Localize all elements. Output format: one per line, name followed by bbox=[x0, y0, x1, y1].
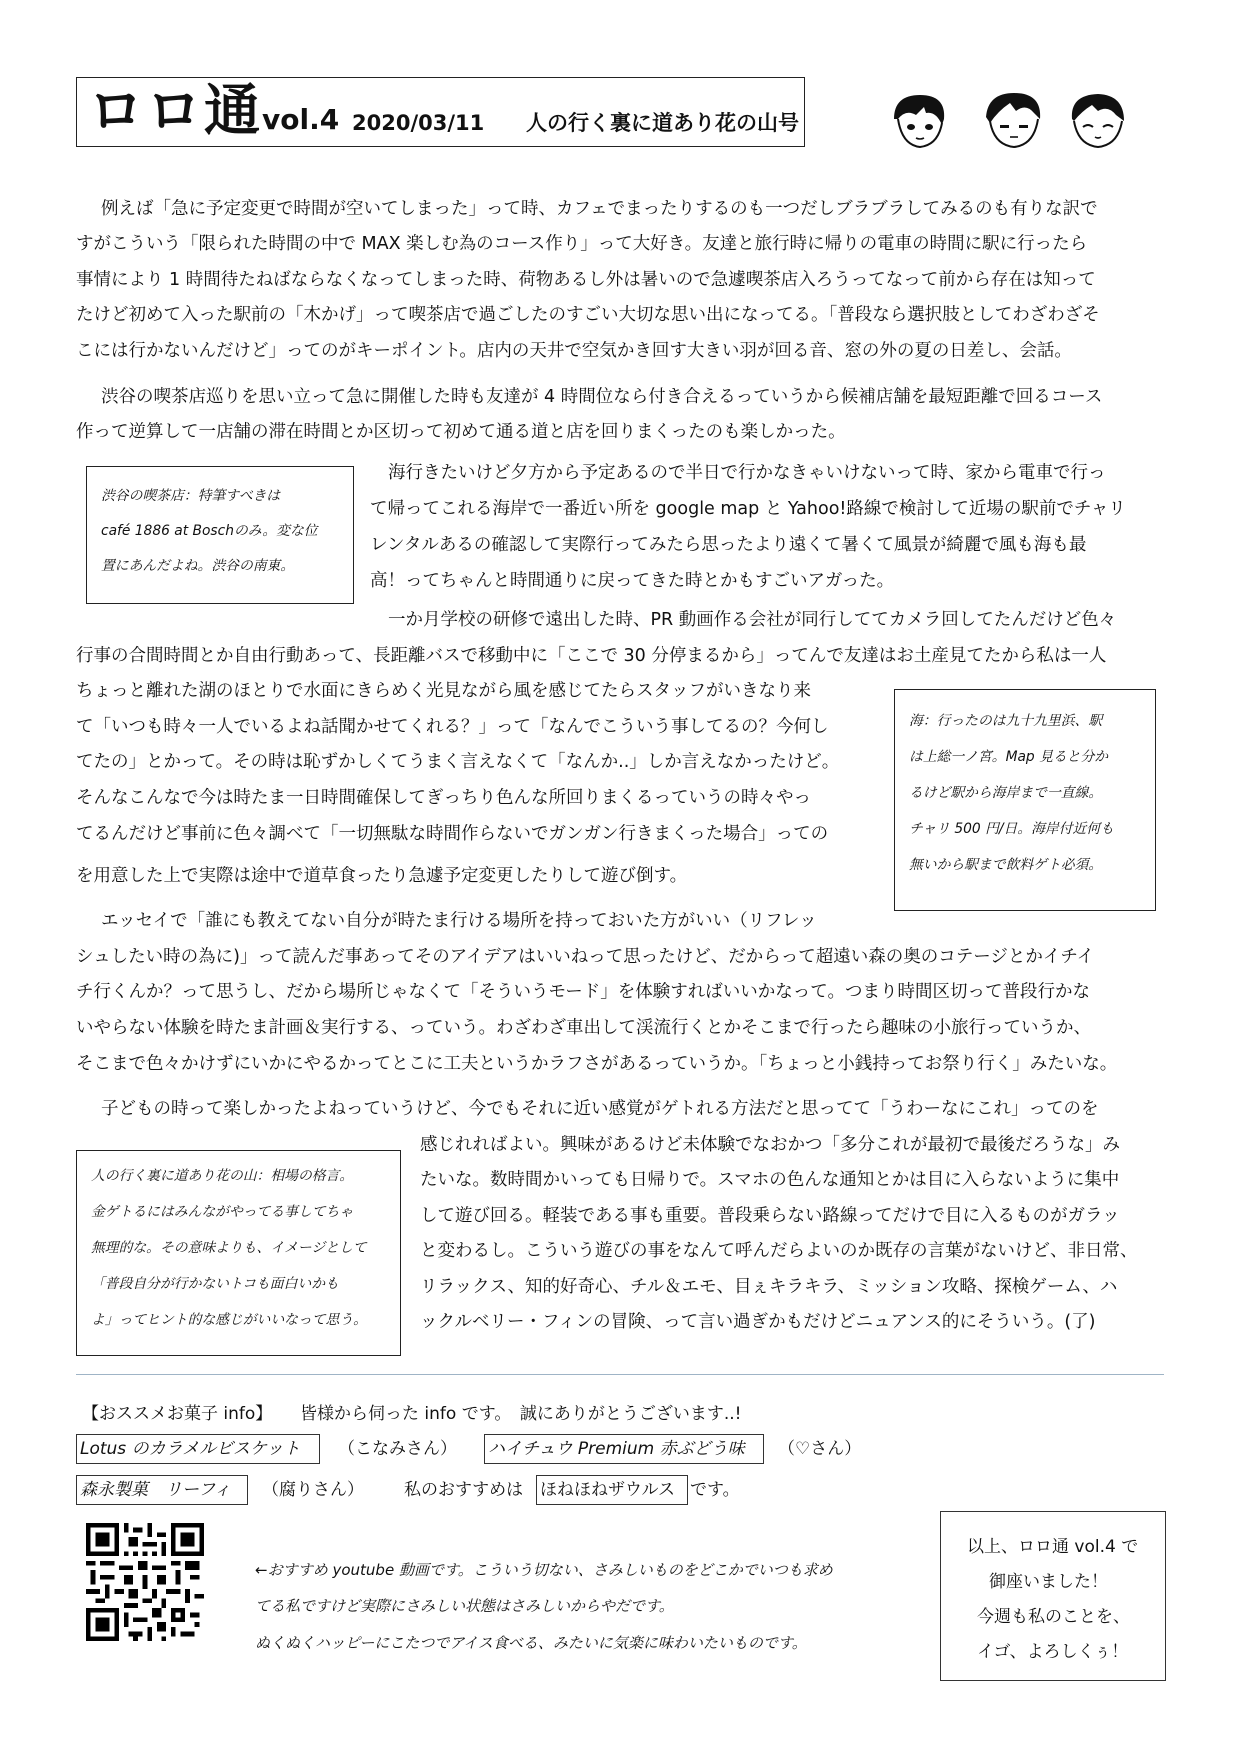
body-line: すがこういう「限られた時間の中で MAX 楽しむ為のコース作り」って大好き。友達と旅行時に帰りの電車の時間に駅に行ったら bbox=[76, 234, 1088, 254]
body-line: 渋谷の喫茶店巡りを思い立って急に開催した時も友達が 4 時間位なら付き合えるっていうから候補店舗を最短距離で回るコース bbox=[101, 387, 1103, 407]
note-line: 無理的な。その意味よりも、イメージとして bbox=[91, 1240, 367, 1256]
note-line: 「普段自分が行かないトコも面白いかも bbox=[91, 1276, 339, 1292]
section-divider bbox=[76, 1374, 1164, 1375]
my-pick-prefix: 私のおすすめは bbox=[404, 1480, 524, 1500]
body-line: てるんだけど事前に色々調べて「一切無駄な時間作らないでガンガン行きまくった場合」っての bbox=[76, 824, 829, 844]
body-line: 海行きたいけど夕方から予定あるので半日で行かなきゃいけないって時、家から電車で行っ bbox=[388, 463, 1106, 483]
sweets-thanks: 皆様から伺った info です。 誠にありがとうございます..! bbox=[300, 1404, 742, 1424]
note-proverb bbox=[76, 1150, 401, 1356]
body-line: して遊び回る。軽装である事も重要。普段乗らない路線ってだけで目に入るものがガラッ bbox=[420, 1206, 1120, 1226]
sweet-item-hichew: ハイチュウ Premium 赤ぶどう味 bbox=[484, 1434, 764, 1464]
sweet-recommender: （こなみさん） bbox=[338, 1439, 457, 1459]
body-line: 感じれればよい。興味があるけど未体験でなおかつ「多分これが最初で最後だろうな」み bbox=[420, 1135, 1120, 1155]
body-line: 子どもの時って楽しかったよねっていうけど、今でもそれに近い感覚がゲトれる方法だと思ってて「うわーなにこれ」ってのを bbox=[101, 1099, 1099, 1119]
body-line: を用意した上で実際は途中で道草食ったり急遽予定変更したりして遊び倒す。 bbox=[76, 866, 688, 886]
sweets-heading: 【おススメお菓子 info】 bbox=[82, 1404, 273, 1424]
body-line: リラックス、知的好奇心、チル＆エモ、目ぇキラキラ、ミッション攻略、探検ゲーム、ハ bbox=[420, 1277, 1118, 1297]
note-line: 人の行く裏に道あり花の山：相場の格言。 bbox=[91, 1168, 354, 1184]
note-line: café 1886 at Boschのみ。変な位 bbox=[101, 523, 318, 539]
sweet-item-honehone: ほねほねザウルス bbox=[536, 1475, 688, 1505]
body-line: ちょっと離れた湖のほとりで水面にきらめく光見ながら風を感じてたらスタッフがいきなり来 bbox=[76, 681, 811, 701]
note-line: よ」ってヒント的な感じがいいなって思う。 bbox=[91, 1312, 367, 1328]
body-line: 高！ってちゃんと時間通りに戻ってきた時とかもすごいアガった。 bbox=[370, 571, 895, 591]
youtube-note-line: ぬくぬくハッピーにこたつでアイス食べる、みたいに気楽に味わいたいものです。 bbox=[255, 1634, 807, 1652]
note-line: 金ゲトるにはみんながやってる事してちゃ bbox=[91, 1204, 354, 1220]
body-line: シュしたい時の為に)」って読んだ事あってそのアイデアはいいねって思ったけど、だからって超遠い森の奥のコテージとかイチイ bbox=[76, 947, 1095, 967]
face-illustration-1 bbox=[886, 89, 954, 155]
sweet-item-leafy: 森永製菓 リーフィ bbox=[76, 1475, 248, 1505]
body-line: ックルベリー・フィンの冒険、って言い過ぎかもだけどニュアンス的にそういう。(了) bbox=[420, 1312, 1096, 1332]
note-line: 海：行ったのは九十九里浜、駅 bbox=[909, 713, 1103, 729]
body-line: 行事の合間時間とか自由行動あって、長距離バスで移動中に「ここで 30 分停まるから」ってんで友達はお土産見てたから私は一人 bbox=[76, 646, 1107, 666]
youtube-note-line: てる私ですけど実際にさみしい状態はさみしいからやだです。 bbox=[255, 1597, 674, 1615]
body-line: 例えば「急に予定変更で時間が空いてしまった」って時、カフェでまったりするのも一つだしブラブラしてみるのも有りな訳で bbox=[101, 199, 1098, 219]
qr-code-youtube[interactable] bbox=[86, 1523, 204, 1641]
body-line: そんなこんなで今は時たま一日時間確保してぎっちり色んな所回りまくるっていうの時々やっ bbox=[76, 788, 811, 808]
body-line: こには行かないんだけど」ってのがキーポイント。店内の天井で空気かき回す大きい羽が回る音、窓の外の夏の日差し、会話。 bbox=[76, 341, 1072, 361]
body-line: 事情により 1 時間待たねばならなくなってしまった時、荷物あるし外は暑いので急遽喫茶店入ろうってなって前から存在は知って bbox=[76, 270, 1096, 290]
body-line: そこまで色々かけずにいかにやるかってとこに工夫というかラフさがあるっていうか。「ちょっと小銭持ってお祭り行く」みたいな。 bbox=[76, 1054, 1118, 1074]
body-line: チ行くんか？って思うし、だから場所じゃなくて「そういうモード」を体験すればいいかなって。つまり時間区切って普段行かな bbox=[76, 982, 1090, 1002]
body-line: いやらない体験を時たま計画＆実行する、っていう。わざわざ車出して渓流行くとかそこまで行ったら趣味の小旅行っていうか、 bbox=[76, 1018, 1091, 1038]
my-pick-suffix: です。 bbox=[690, 1480, 740, 1500]
closing-message-box bbox=[940, 1511, 1166, 1681]
note-line: るけど駅から海岸まで一直線。 bbox=[909, 785, 1103, 801]
face-illustration-3 bbox=[1064, 89, 1132, 155]
body-line: と変わるし。こういう遊びの事をなんて呼んだらよいのか既存の言葉がないけど、非日常、 bbox=[420, 1241, 1138, 1261]
closing-line: イゴ、よろしくぅ！ bbox=[977, 1642, 1129, 1662]
sweet-recommender: （♡さん） bbox=[778, 1439, 862, 1459]
note-line: は上総一ノ宮。Map 見ると分か bbox=[909, 749, 1109, 765]
note-shibuya-cafe bbox=[86, 466, 354, 604]
volume-label: vol.4 bbox=[262, 103, 340, 136]
sweet-item-lotus: Lotus のカラメルビスケット bbox=[76, 1434, 320, 1464]
issue-subtitle: 人の行く裏に道あり花の山号 bbox=[526, 111, 799, 135]
body-line: レンタルあるの確認して実際行ってみたら思ったより遠くて暑くて風景が綺麗で風も海も最 bbox=[370, 535, 1087, 555]
body-line: エッセイで「誰にも教えてない自分が時たま行ける場所を持っておいた方がいい（リフレッ bbox=[101, 911, 817, 931]
youtube-note-line: ←おすすめ youtube 動画です。こういう切ない、さみしいものをどこかでいつも求め bbox=[255, 1561, 833, 1579]
note-line: チャリ 500 円/日。海岸付近何も bbox=[909, 821, 1114, 837]
closing-line: 御座いました！ bbox=[989, 1572, 1108, 1592]
newsletter-logo: ロロ通 bbox=[88, 79, 262, 144]
face-illustration-2 bbox=[980, 89, 1048, 155]
note-line: 置にあんだよね。渋谷の南東。 bbox=[101, 558, 295, 574]
note-line: 無いから駅まで飲料ゲト必須。 bbox=[909, 857, 1103, 873]
issue-date: 2020/03/11 bbox=[352, 111, 485, 135]
body-line: て「いつも時々一人でいるよね話聞かせてくれる？」って「なんでこういう事してるの？今何し bbox=[76, 717, 829, 737]
body-line: たいな。数時間かいっても日帰りで。スマホの色んな通知とかは目に入らないように集中 bbox=[420, 1170, 1120, 1190]
body-line: てたの」とかって。その時は恥ずかしくてうまく言えなくて「なんか..」しか言えなかったけど。 bbox=[76, 752, 840, 772]
body-line: 作って逆算して一店舗の滞在時間とか区切って初めて通る道と店を回りまくったのも楽しかった。 bbox=[76, 422, 846, 442]
body-line: 一か月学校の研修で遠出した時、PR 動画作る会社が同行しててカメラ回してたんだけど色々 bbox=[388, 610, 1117, 630]
body-line: たけど初めて入った駅前の「木かげ」って喫茶店で過ごしたのすごい大切な思い出になってる。「普段なら選択肢としてわざわざそ bbox=[76, 305, 1100, 325]
closing-line: 今週も私のことを、 bbox=[977, 1607, 1130, 1627]
note-line: 渋谷の喫茶店：特筆すべきは bbox=[101, 488, 281, 504]
note-sea bbox=[894, 689, 1156, 911]
closing-line: 以上、ロロ通 vol.4 で bbox=[967, 1537, 1139, 1557]
sweet-recommender: （腐りさん） bbox=[262, 1480, 364, 1500]
body-line: て帰ってこれる海岸で一番近い所を google map と Yahoo!路線で検討して近場の駅前でチャリ bbox=[370, 499, 1126, 519]
